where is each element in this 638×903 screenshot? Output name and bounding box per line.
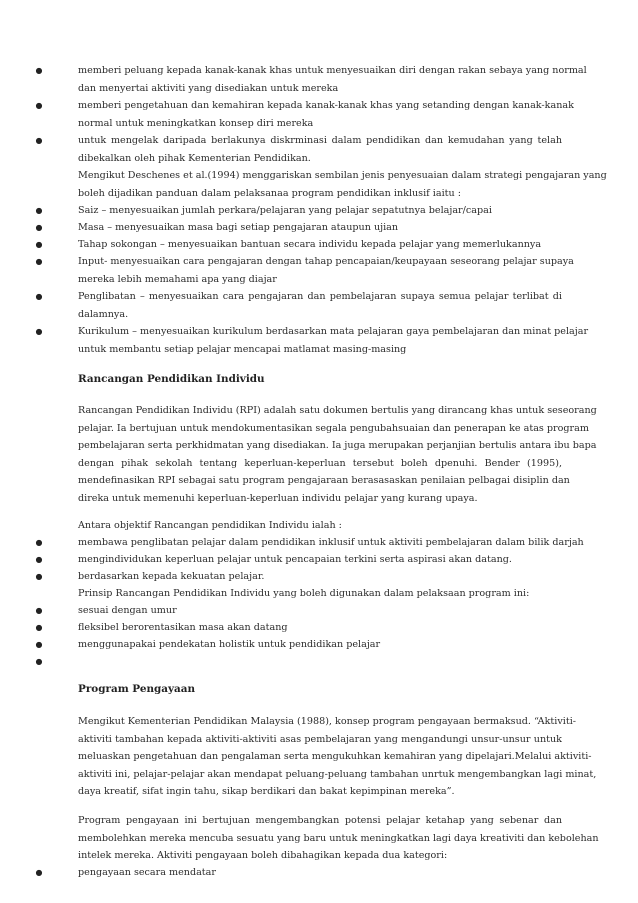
text-line: direka untuk memenuhi keperluan-keperluan individu pelajar yang kurang upaya. <box>78 493 478 504</box>
text-line: normal untuk meningkatkan konsep diri mereka <box>78 118 314 129</box>
text-line: memberi pengetahuan dan kemahiran kepada kanak-kanak khas yang setanding dengan kanak-kanak <box>78 100 574 111</box>
text-line: mengindividukan keperluan pelajar untuk pencapaian terkini serta aspirasi akan datang. <box>78 554 512 565</box>
text-line: Penglibatan – menyesuaikan cara pengajaran dan pembelajaran supaya semua pelajar terlibat di <box>78 291 562 302</box>
text-line: dan menyertai aktiviti yang disediakan untuk mereka <box>78 83 339 94</box>
text-line: berdasarkan kepada kekuatan pelajar. <box>78 571 265 582</box>
text-line: Antara objektif Rancangan pendidikan Individu ialah : <box>78 520 342 531</box>
text-line: pembelajaran serta perkhidmatan yang disediakan. Ia juga merupakan perjanjian bertulis antara ibu bapa <box>78 440 597 451</box>
bullet-point: ● <box>35 136 43 145</box>
text-line: Kurikulum – menyesuaikan kurikulum berdasarkan mata pelajaran gaya pembelajaran dan minat pelajar <box>78 326 589 337</box>
bullet-point: ● <box>35 240 43 249</box>
bullet-point: ● <box>35 606 43 615</box>
bullet-point: ● <box>35 101 43 110</box>
text-line: mendefinasikan RPI sebagai satu program pengajaraan berasasaskan penilaian pelbagai disiplin dan <box>78 475 570 486</box>
text-line: Mengikut Deschenes et al.(1994) menggariskan sembilan jenis penyesuaian dalam strategi pengajaran yang <box>78 170 607 181</box>
text-line: Tahap sokongan – menyesuaikan bantuan secara individu kepada pelajar yang memerlukannya <box>78 239 542 250</box>
text-line: fleksibel berorentasikan masa akan datang <box>78 622 288 633</box>
bullet-point: ● <box>35 640 43 649</box>
text-line: untuk mengelak daripada berlakunya diskrminasi dalam pendidikan dan kemudahan yang telah <box>78 135 562 146</box>
text-line: aktiviti ini, pelajar-pelajar akan mendapat peluang-peluang tambahan unrtuk mengembangkan lagi minat, <box>78 769 597 780</box>
text-line: Program pengayaan ini bertujuan mengembangkan potensi pelajar ketahap yang sebenar dan <box>78 815 562 826</box>
text-line: Saiz – menyesuaikan jumlah perkara/pelajaran yang pelajar sepatutnya belajar/capai <box>78 205 492 216</box>
text-line: dibekalkan oleh pihak Kementerian Pendidikan. <box>78 153 311 164</box>
section-heading: Rancangan Pendidikan Individu <box>78 373 265 385</box>
bullet-point: ● <box>35 572 43 581</box>
bullet-point: ● <box>35 623 43 632</box>
text-line: membawa penglibatan pelajar dalam pendidikan inklusif untuk aktiviti pembelajaran dalam bilik darjah <box>78 537 584 548</box>
text-line: Masa – menyesuaikan masa bagi setiap pengajaran ataupun ujian <box>78 222 399 233</box>
bullet-point: ● <box>35 206 43 215</box>
bullet-point: ● <box>35 66 43 75</box>
text-line: daya kreatif, sifat ingin tahu, sikap berdikari dan bakat kepimpinan mereka”. <box>78 786 455 797</box>
text-line: membolehkan mereka mencuba sesuatu yang baru untuk meningkatkan lagi daya kreativiti dan kebolehan <box>78 833 599 844</box>
bullet-point: ● <box>35 257 43 266</box>
bullet-point: ● <box>35 868 43 877</box>
bullet-point: ● <box>35 555 43 564</box>
bullet-point: ● <box>35 223 43 232</box>
text-line: menggunapakai pendekatan holistik untuk pendidikan pelajar <box>78 639 381 650</box>
text-line: meluaskan pengetahuan dan pengalaman serta mengukuhkan kemahiran yang dipelajari.Melalui aktiviti- <box>78 751 592 762</box>
text-line: intelek mereka. Aktiviti pengayaan boleh dibahagikan kepada dua kategori: <box>78 850 448 861</box>
text-line: dalamnya. <box>78 309 129 320</box>
text-line: boleh dijadikan panduan dalam pelaksanaa program pendidikan inklusif iaitu : <box>78 188 461 199</box>
text-line: sesuai dengan umur <box>78 605 177 616</box>
text-line: memberi peluang kepada kanak-kanak khas untuk menyesuaikan diri dengan rakan sebaya yang normal <box>78 65 587 76</box>
text-line: untuk membantu setiap pelajar mencapai matlamat masing-masing <box>78 344 407 355</box>
bullet-point: ● <box>35 327 43 336</box>
text-line: Prinsip Rancangan Pendidikan Individu yang boleh digunakan dalam pelaksaan program ini: <box>78 588 530 599</box>
text-line: aktiviti tambahan kepada aktiviti-aktiviti asas pembelajaran yang mengandungi unsur-unsur untuk <box>78 734 562 745</box>
text-line: Mengikut Kementerian Pendidikan Malaysia (1988), konsep program pengayaan bermaksud. “Aktiviti- <box>78 716 577 727</box>
text-line: pengayaan secara mendatar <box>78 867 216 878</box>
text-line: dengan pihak sekolah tentang keperluan-keperluan tersebut boleh dpenuhi. Bender (1995), <box>78 458 562 469</box>
text-line: mereka lebih memahami apa yang diajar <box>78 274 277 285</box>
text-line: Rancangan Pendidikan Individu (RPI) adalah satu dokumen bertulis yang dirancang khas untuk seseorang <box>78 405 597 416</box>
text-line: pelajar. Ia bertujuan untuk mendokumentasikan segala pengubahsuaian dan penerapan ke atas program <box>78 423 589 434</box>
bullet-point: ● <box>35 292 43 301</box>
bullet-point: ● <box>35 657 43 666</box>
section-heading: Program Pengayaan <box>78 683 196 695</box>
text-line: Input- menyesuaikan cara pengajaran dengan tahap pencapaian/keupayaan seseorang pelajar supaya <box>78 256 574 267</box>
bullet-point: ● <box>35 538 43 547</box>
